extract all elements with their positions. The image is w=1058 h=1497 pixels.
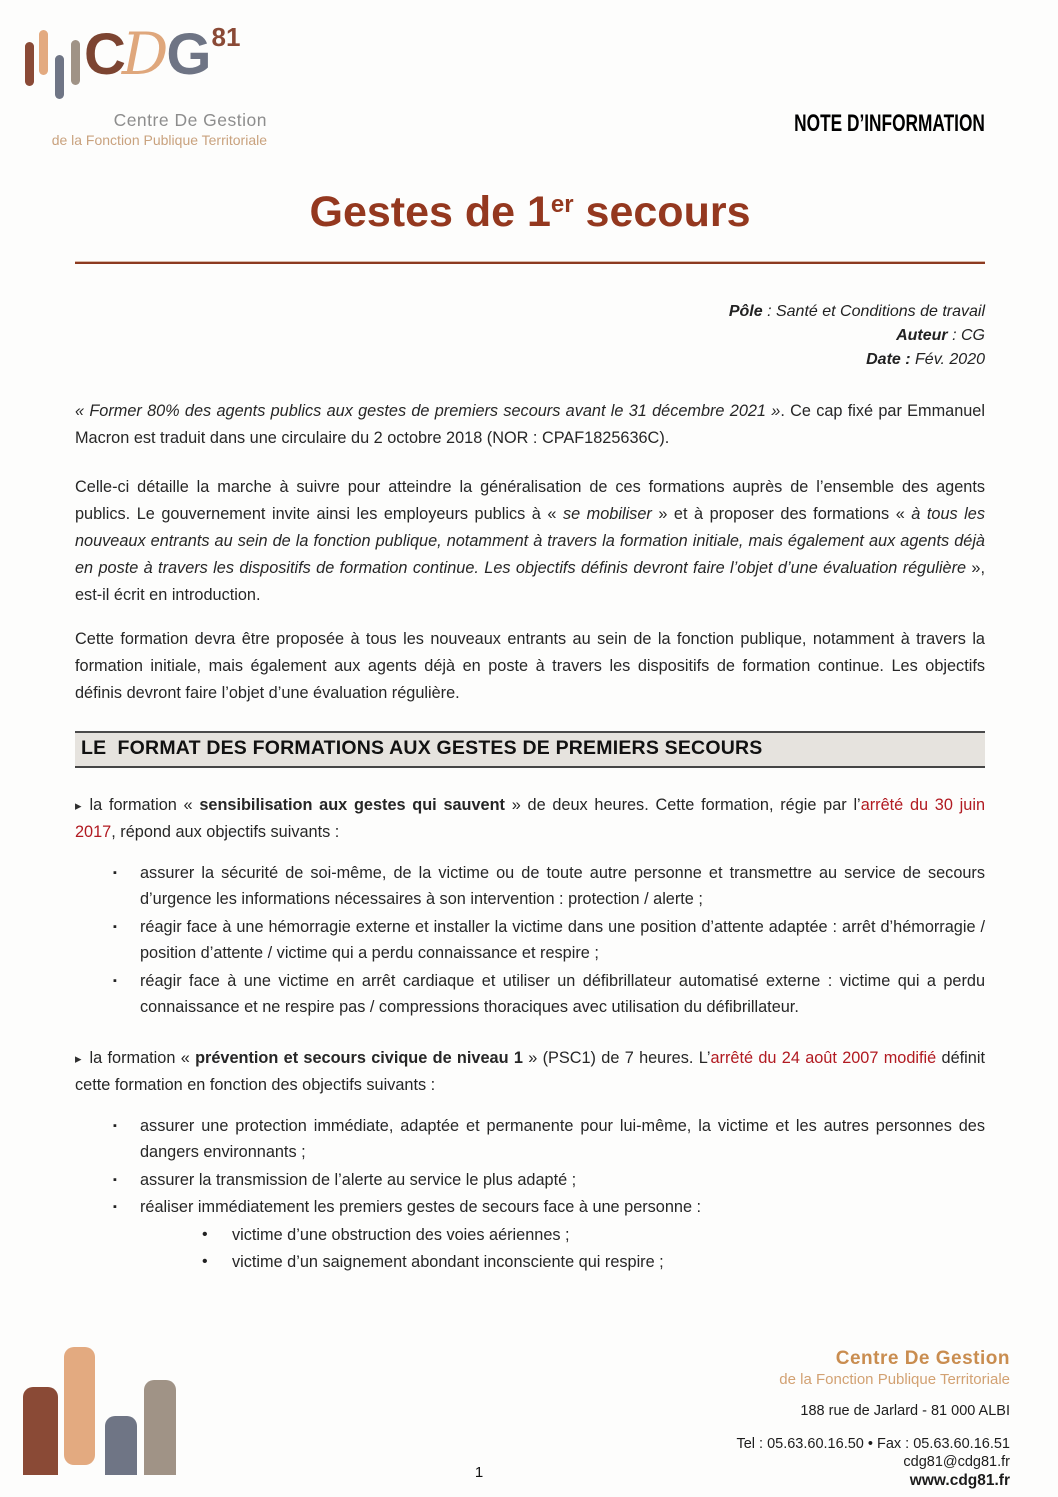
footer-org-name: Centre De Gestion xyxy=(835,1348,1010,1369)
section-heading: LE FORMAT DES FORMATIONS AUX GESTES DE PREMIERS SECOURS xyxy=(75,731,985,768)
text-segment: Celle-ci détaille la marche à suivre pour atteindre la généralisation de ces formations auprès de l’ensemble des agents publics. Le gouvernement invite ainsi les employeurs publics à « xyxy=(75,477,985,523)
footer-bar xyxy=(144,1380,176,1475)
sub-list-item xyxy=(202,1249,985,1276)
text-segment: victime d’un saignement abondant inconsciente qui respire ; xyxy=(232,1252,664,1271)
logo-top xyxy=(22,20,272,108)
text-segment: » de deux heures. Cette formation, régie par l’ xyxy=(504,795,861,814)
list-item xyxy=(113,1113,985,1166)
meta-line xyxy=(75,348,985,372)
text-segment: réagir face à une victime en arrêt cardiaque et utiliser un défibrillateur automatisé externe : victime qui a perdu connaissance et ne respire pas / compressions thoraciques avec utilisation du défibrillateur. xyxy=(140,971,985,1017)
text-segment: réaliser immédiatement les premiers gestes de secours face à une personne : xyxy=(140,1198,702,1217)
meta-line xyxy=(75,300,985,324)
sub-list xyxy=(140,1222,985,1276)
text-segment: assurer une protection immédiate, adaptée et permanente pour lui-même, la victime et les autres personnes des dangers environnants ; xyxy=(140,1116,985,1162)
logo-number-81: 81 xyxy=(211,22,241,52)
round-bullet-icon: • xyxy=(202,1225,208,1243)
paragraph-circulaire xyxy=(75,474,985,609)
sub-list-item xyxy=(202,1222,985,1249)
logo-letter-c: C xyxy=(84,22,122,87)
round-bullet-icon: • xyxy=(202,1252,208,1270)
list-item xyxy=(113,968,985,1021)
logo-acronym xyxy=(84,20,241,88)
text-segment: », est-il écrit en introduction. xyxy=(75,558,985,604)
main-content xyxy=(75,186,985,1277)
text-segment: » et à proposer des formations « xyxy=(651,504,912,523)
text-segment: assurer la sécurité de soi-même, de la victime ou de toute autre personne et transmettre au service de secours d’urgence les informations nécessaires à son intervention : protection / alerte ; xyxy=(140,863,985,909)
text-segment: assurer la transmission de l’alerte au service le plus adapté ; xyxy=(140,1170,577,1189)
text-segment: réagir face à une hémorragie externe et installer la victime dans une position d’attente adaptée : arrêt d’hémorragie / position d’attente / victime qui a perdu connaissance et respire ; xyxy=(140,917,985,963)
objectives-list-2 xyxy=(75,1113,985,1276)
square-bullet-icon: ▪ xyxy=(113,1201,117,1214)
text-segment: victime d’une obstruction des voies aériennes ; xyxy=(232,1225,570,1244)
text-segment: la formation « xyxy=(89,1048,196,1067)
logo-org-subtitle: de la Fonction Publique Territoriale xyxy=(51,132,267,148)
footer-address: 188 rue de Jarlard - 81 000 ALBI xyxy=(800,1403,1010,1419)
list-item xyxy=(113,1167,985,1194)
doc-type-label: NOTE D’INFORMATION xyxy=(794,110,985,137)
triangle-bullet-icon: ▸ xyxy=(75,797,82,813)
paragraph-formation xyxy=(75,626,985,707)
text-segment: la formation « xyxy=(89,795,200,814)
list-item xyxy=(113,914,985,967)
text-segment: se mobiliser xyxy=(562,504,652,523)
logo-letter-g: G xyxy=(166,22,212,87)
logo-letter-d: D xyxy=(121,20,167,88)
text-segment: définit cette formation en fonction des objectifs suivants : xyxy=(75,1048,985,1094)
footer-website-link[interactable]: www.cdg81.fr xyxy=(909,1471,1010,1489)
text-segment: sensibilisation aux gestes qui sauvent xyxy=(199,795,505,814)
footer-bar xyxy=(23,1387,58,1475)
square-bullet-icon: ▪ xyxy=(113,974,117,987)
objectives-list-1 xyxy=(75,860,985,1021)
formation-intro-text xyxy=(75,796,985,841)
formation-item-sensibilisation xyxy=(75,792,985,846)
text-segment: , répond aux objectifs suivants : xyxy=(111,822,340,841)
text-segment: Fév. 2020 xyxy=(910,350,985,368)
text-segment: Date : xyxy=(866,350,911,368)
footer-email-link[interactable]: cdg81@cdg81.fr xyxy=(903,1454,1010,1470)
text-segment: « Former 80% des agents publics aux gestes de premiers secours avant le 31 décembre 2021 » xyxy=(75,401,781,420)
square-bullet-icon: ▪ xyxy=(113,866,117,879)
meta-line xyxy=(75,324,985,348)
paragraph-quote xyxy=(75,398,985,452)
meta-block xyxy=(75,300,985,372)
text-segment: Pôle xyxy=(728,302,763,320)
page-title xyxy=(75,186,985,240)
triangle-bullet-icon: ▸ xyxy=(75,1050,82,1066)
text-segment: Auteur xyxy=(896,326,948,344)
text-link[interactable]: arrêté du 24 août 2007 modifié xyxy=(710,1048,937,1067)
text-segment: » (PSC1) de 7 heures. L’ xyxy=(522,1048,711,1067)
square-bullet-icon: ▪ xyxy=(113,1119,117,1132)
logo-bar xyxy=(25,42,34,86)
text-segment: : Santé et Conditions de travail xyxy=(762,302,985,320)
footer-org-subtitle: de la Fonction Publique Territoriale xyxy=(779,1371,1010,1388)
logo-bar xyxy=(39,30,48,75)
footer-bar xyxy=(64,1347,95,1465)
text-segment: : CG xyxy=(947,326,985,344)
square-bullet-icon: ▪ xyxy=(113,920,117,933)
title-text: Gestes de 1 xyxy=(309,188,551,236)
square-bullet-icon: ▪ xyxy=(113,1173,117,1186)
cdg81-logo xyxy=(22,20,272,148)
title-rule xyxy=(75,261,985,264)
text-segment: Cette formation devra être proposée à tous les nouveaux entrants au sein de la fonction publique, notamment à travers la formation initiale, mais également aux agents déjà en poste à travers les dispositifs de formation continue. Les objectifs définis devront faire l’objet d’une évaluation régulière. xyxy=(75,629,985,702)
list-item xyxy=(113,860,985,913)
formation-item-psc1 xyxy=(75,1045,985,1099)
title-superscript: er xyxy=(550,191,574,218)
logo-bar xyxy=(55,55,64,99)
logo-bar xyxy=(71,40,80,85)
text-link[interactable]: arrêté du 30 juin 2017 xyxy=(75,795,985,841)
footer-tel-fax: Tel : 05.63.60.16.50 • Fax : 05.63.60.16.51 xyxy=(736,1435,1010,1452)
list-item xyxy=(113,1194,985,1276)
page-number: 1 xyxy=(474,1464,484,1481)
logo-org-name: Centre De Gestion xyxy=(113,110,267,130)
logo-bars-icon xyxy=(22,28,84,108)
formation-intro-text xyxy=(75,1049,985,1094)
title-text: secours xyxy=(573,188,751,236)
text-segment: prévention et secours civique de niveau 1 xyxy=(195,1048,523,1067)
text-segment: à tous les nouveaux entrants au sein de la fonction publique, notamment à travers la formation initiale, mais également aux agents déjà en poste à travers les dispositifs de formation continue. Les objectifs définis devront faire l’objet d’une évaluation régulière xyxy=(75,504,985,577)
footer-bars-graphic xyxy=(23,1355,183,1475)
text-segment: . Ce cap fixé par Emmanuel Macron est traduit dans une circulaire du 2 octobre 2018 (NOR : CPAF1825636C). xyxy=(75,401,985,447)
